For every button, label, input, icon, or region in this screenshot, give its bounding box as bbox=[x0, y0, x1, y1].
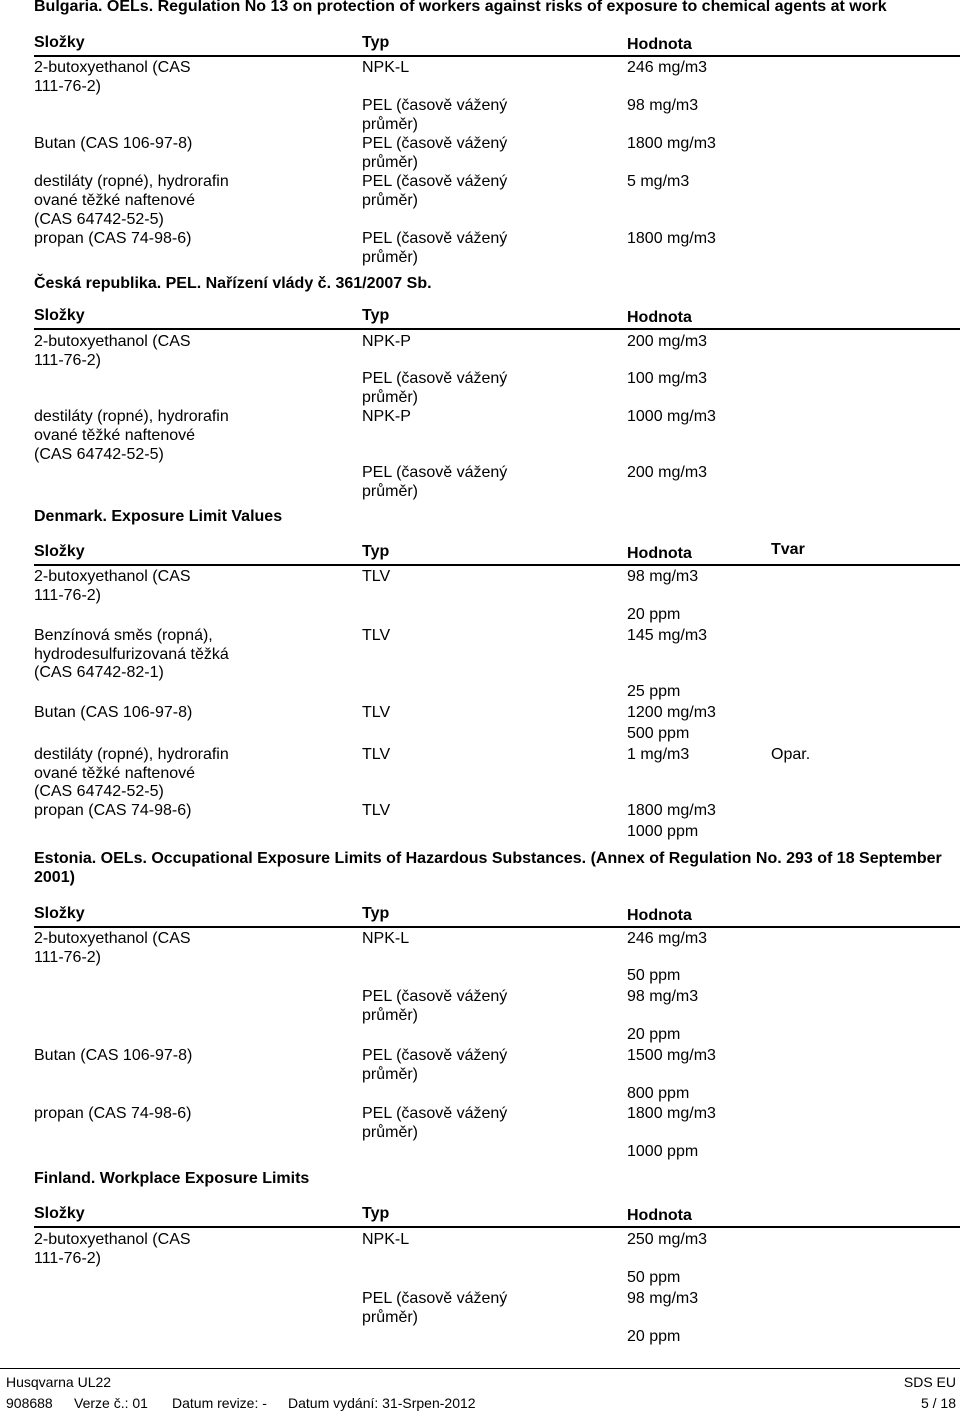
component-cell: ované těžké naftenové bbox=[34, 765, 196, 782]
value-cell: 246 mg/m3 bbox=[627, 59, 708, 76]
col-header-component: Složky bbox=[34, 34, 85, 51]
col-header-value: Hodnota bbox=[627, 309, 692, 326]
value-cell: 1000 ppm bbox=[627, 1143, 699, 1160]
value-cell: 20 ppm bbox=[627, 606, 681, 623]
component-cell: Butan (CAS 106-97-8) bbox=[34, 704, 193, 721]
value-cell: 200 mg/m3 bbox=[627, 333, 708, 350]
type-cell: PEL (časově vážený bbox=[362, 173, 508, 190]
value-cell: 1500 mg/m3 bbox=[627, 1047, 716, 1064]
section-heading-finland: Finland. Workplace Exposure Limits bbox=[34, 1170, 310, 1187]
col-header-type: Typ bbox=[362, 543, 390, 560]
component-cell: 111-76-2) bbox=[34, 78, 101, 95]
col-header-component: Složky bbox=[34, 543, 85, 560]
table-header-rule bbox=[34, 564, 960, 566]
component-cell: (CAS 64742-52-5) bbox=[34, 211, 164, 228]
value-cell: 50 ppm bbox=[627, 967, 681, 984]
component-cell: Butan (CAS 106-97-8) bbox=[34, 135, 193, 152]
footer-sds: SDS EU bbox=[903, 1374, 956, 1390]
col-header-type: Typ bbox=[362, 905, 390, 922]
type-cell: PEL (časově vážený bbox=[362, 988, 508, 1005]
value-cell: 98 mg/m3 bbox=[627, 568, 699, 585]
type-cell: průměr) bbox=[362, 154, 419, 171]
table-header-rule bbox=[34, 1226, 960, 1228]
value-cell: 246 mg/m3 bbox=[627, 930, 708, 947]
col-header-component: Složky bbox=[34, 905, 85, 922]
component-cell: (CAS 64742-82-1) bbox=[34, 664, 164, 681]
type-cell: TLV bbox=[362, 746, 391, 763]
component-cell: 2-butoxyethanol (CAS bbox=[34, 568, 191, 585]
type-cell: TLV bbox=[362, 568, 391, 585]
type-cell: NPK-L bbox=[362, 59, 410, 76]
type-cell: průměr) bbox=[362, 116, 419, 133]
component-cell: propan (CAS 74-98-6) bbox=[34, 230, 192, 247]
component-cell: 2-butoxyethanol (CAS bbox=[34, 930, 191, 947]
value-cell: 50 ppm bbox=[627, 1269, 681, 1286]
value-cell: 5 mg/m3 bbox=[627, 173, 690, 190]
value-cell: 1800 mg/m3 bbox=[627, 230, 716, 247]
type-cell: PEL (časově vážený bbox=[362, 1047, 508, 1064]
footer-version: Verze č.: 01 bbox=[74, 1395, 148, 1411]
table-header-rule bbox=[34, 55, 960, 57]
col-header-value: Hodnota bbox=[627, 36, 692, 53]
col-header-component: Složky bbox=[34, 1205, 85, 1222]
table-header-rule bbox=[34, 328, 960, 330]
table-header-rule bbox=[34, 926, 960, 928]
component-cell: 111-76-2) bbox=[34, 1250, 101, 1267]
component-cell: propan (CAS 74-98-6) bbox=[34, 802, 192, 819]
footer-page-number: 5 / 18 bbox=[920, 1395, 956, 1411]
type-cell: TLV bbox=[362, 704, 391, 721]
footer-issue-date: Datum vydání: 31-Srpen-2012 bbox=[288, 1395, 476, 1411]
component-cell: Benzínová směs (ropná), bbox=[34, 627, 213, 644]
type-cell: průměr) bbox=[362, 1066, 419, 1083]
component-cell: (CAS 64742-52-5) bbox=[34, 446, 164, 463]
value-cell: 1000 ppm bbox=[627, 823, 699, 840]
value-cell: 1800 mg/m3 bbox=[627, 1105, 716, 1122]
value-cell: 250 mg/m3 bbox=[627, 1231, 708, 1248]
type-cell: PEL (časově vážený bbox=[362, 135, 508, 152]
value-cell: 98 mg/m3 bbox=[627, 97, 699, 114]
value-cell: 1000 mg/m3 bbox=[627, 408, 716, 425]
value-cell: 145 mg/m3 bbox=[627, 627, 708, 644]
type-cell: PEL (časově vážený bbox=[362, 230, 508, 247]
value-cell: 1800 mg/m3 bbox=[627, 135, 716, 152]
value-cell: 1800 mg/m3 bbox=[627, 802, 716, 819]
component-cell: 2-butoxyethanol (CAS bbox=[34, 333, 191, 350]
component-cell: propan (CAS 74-98-6) bbox=[34, 1105, 192, 1122]
value-cell: 1 mg/m3 bbox=[627, 746, 690, 763]
type-cell: PEL (časově vážený bbox=[362, 97, 508, 114]
form-cell: Opar. bbox=[771, 746, 811, 763]
value-cell: 98 mg/m3 bbox=[627, 988, 699, 1005]
component-cell: 111-76-2) bbox=[34, 949, 101, 966]
component-cell: ované těžké naftenové bbox=[34, 192, 196, 209]
type-cell: NPK-L bbox=[362, 930, 410, 947]
col-header-type: Typ bbox=[362, 34, 390, 51]
value-cell: 1200 mg/m3 bbox=[627, 704, 716, 721]
component-cell: hydrodesulfurizovaná těžká bbox=[34, 646, 229, 663]
type-cell: PEL (časově vážený bbox=[362, 370, 508, 387]
col-header-value: Hodnota bbox=[627, 545, 692, 562]
type-cell: průměr) bbox=[362, 483, 419, 500]
component-cell: 2-butoxyethanol (CAS bbox=[34, 1231, 191, 1248]
value-cell: 100 mg/m3 bbox=[627, 370, 708, 387]
type-cell: PEL (časově vážený bbox=[362, 464, 508, 481]
type-cell: PEL (časově vážený bbox=[362, 1105, 508, 1122]
footer-rule bbox=[0, 1368, 960, 1369]
component-cell: 111-76-2) bbox=[34, 587, 101, 604]
type-cell: TLV bbox=[362, 627, 391, 644]
section-heading-estonia-cont: 2001) bbox=[34, 869, 75, 886]
type-cell: průměr) bbox=[362, 1007, 419, 1024]
component-cell: destiláty (ropné), hydrorafin bbox=[34, 173, 229, 190]
footer-revision-date: Datum revize: - bbox=[172, 1395, 267, 1411]
footer-product-code: 908688 bbox=[6, 1395, 53, 1411]
col-header-value: Hodnota bbox=[627, 907, 692, 924]
component-cell: destiláty (ropné), hydrorafin bbox=[34, 746, 229, 763]
component-cell: destiláty (ropné), hydrorafin bbox=[34, 408, 229, 425]
type-cell: průměr) bbox=[362, 192, 419, 209]
value-cell: 800 ppm bbox=[627, 1085, 690, 1102]
section-heading-czech: Česká republika. PEL. Nařízení vlády č. 361/2007 Sb. bbox=[34, 275, 432, 292]
section-heading-denmark: Denmark. Exposure Limit Values bbox=[34, 508, 283, 525]
value-cell: 25 ppm bbox=[627, 683, 681, 700]
type-cell: průměr) bbox=[362, 249, 419, 266]
value-cell: 20 ppm bbox=[627, 1026, 681, 1043]
type-cell: průměr) bbox=[362, 1309, 419, 1326]
col-header-value: Hodnota bbox=[627, 1207, 692, 1224]
col-header-type: Typ bbox=[362, 1205, 390, 1222]
value-cell: 20 ppm bbox=[627, 1328, 681, 1345]
type-cell: NPK-P bbox=[362, 408, 411, 425]
section-heading-bulgaria: Bulgaria. OELs. Regulation No 13 on protection of workers against risks of exposure to chemical agents at work bbox=[34, 0, 887, 15]
footer-product: Husqvarna UL22 bbox=[6, 1374, 112, 1390]
section-heading-estonia: Estonia. OELs. Occupational Exposure Limits of Hazardous Substances. (Annex of Regulation No. 293 of 18 September bbox=[34, 850, 942, 867]
type-cell: TLV bbox=[362, 802, 391, 819]
type-cell: průměr) bbox=[362, 389, 419, 406]
col-header-type: Typ bbox=[362, 307, 390, 324]
value-cell: 98 mg/m3 bbox=[627, 1290, 699, 1307]
component-cell: 2-butoxyethanol (CAS bbox=[34, 59, 191, 76]
type-cell: NPK-P bbox=[362, 333, 411, 350]
col-header-form: Tvar bbox=[771, 541, 805, 558]
value-cell: 200 mg/m3 bbox=[627, 464, 708, 481]
component-cell: ované těžké naftenové bbox=[34, 427, 196, 444]
col-header-component: Složky bbox=[34, 307, 85, 324]
value-cell: 500 ppm bbox=[627, 725, 690, 742]
component-cell: (CAS 64742-52-5) bbox=[34, 783, 164, 800]
type-cell: PEL (časově vážený bbox=[362, 1290, 508, 1307]
type-cell: NPK-L bbox=[362, 1231, 410, 1248]
component-cell: 111-76-2) bbox=[34, 352, 101, 369]
component-cell: Butan (CAS 106-97-8) bbox=[34, 1047, 193, 1064]
type-cell: průměr) bbox=[362, 1124, 419, 1141]
